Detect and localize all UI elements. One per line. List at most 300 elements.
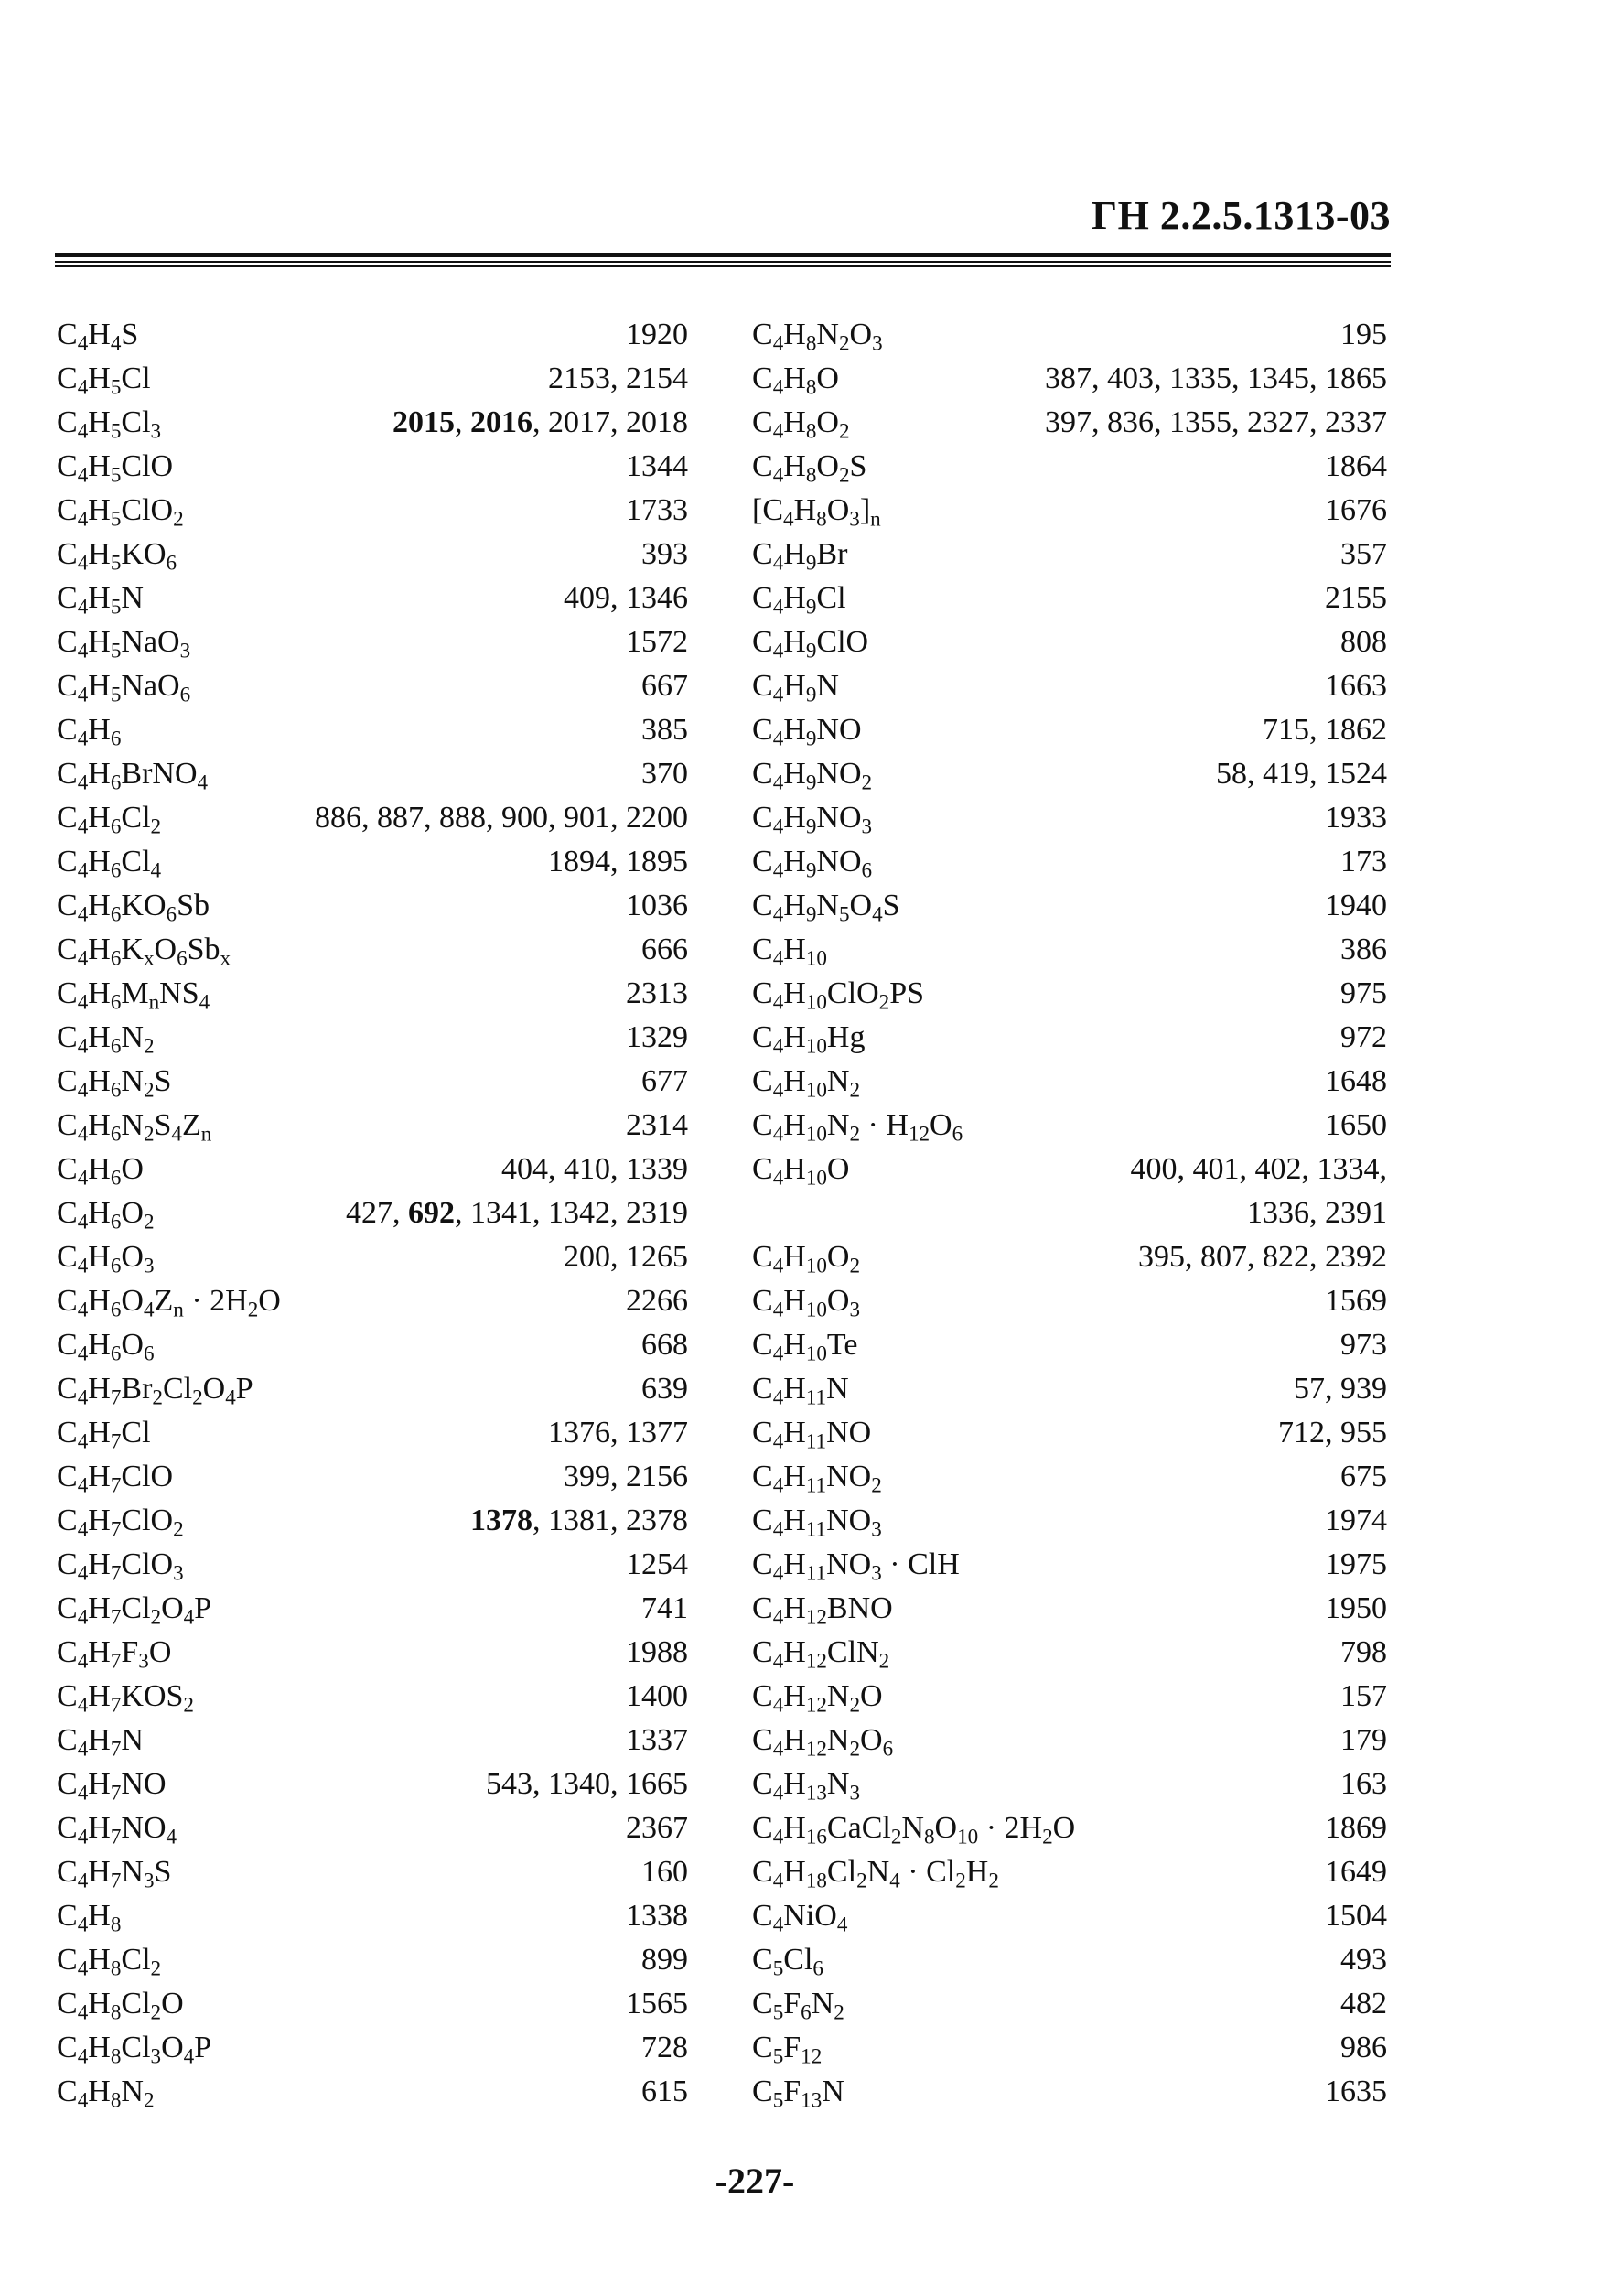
index-entry xyxy=(752,840,1387,884)
page-reference: 2156 xyxy=(626,1460,688,1493)
chemical-formula: $C_4H_{10}$ xyxy=(752,932,827,971)
chemical-formula: $C_4H_{10}O_3$ xyxy=(752,1284,861,1322)
chemical-formula: $[C_4H_8O_3]_n$ xyxy=(752,493,881,532)
page-references xyxy=(1340,972,1387,1016)
page-reference: 1340 xyxy=(548,1767,610,1801)
page-reference: 400 xyxy=(1130,1152,1178,1186)
chemical-formula: $C_4H_6M_nNS_4$ xyxy=(57,976,210,1015)
page-references xyxy=(1325,1279,1387,1323)
chemical-formula: $C_4H_7ClO_3$ xyxy=(57,1547,184,1586)
chemical-formula: $C_4H_6BrNO_4$ xyxy=(57,757,209,795)
chemical-formula: $C_4H_8N_2O_3$ xyxy=(752,318,883,356)
page-references xyxy=(626,620,688,664)
page-references xyxy=(641,1938,688,1982)
page-reference: 160 xyxy=(641,1855,688,1889)
page-references xyxy=(1325,1104,1387,1148)
page-reference: 675 xyxy=(1340,1460,1387,1493)
index-entry xyxy=(57,313,688,357)
page-references xyxy=(1340,840,1387,884)
chemical-formula: $C_4H_8O$ xyxy=(752,361,839,400)
page-reference: 200 xyxy=(564,1240,610,1274)
chemical-formula: $C_4H_{13}N_3$ xyxy=(752,1767,861,1805)
chemical-formula: $C_5Cl_6$ xyxy=(752,1943,823,1981)
chemical-formula: $C_4H_{10}N_2$ xyxy=(752,1064,861,1103)
page-references: 712, 955 xyxy=(1278,1416,1387,1450)
page-reference: 677 xyxy=(641,1064,688,1098)
page-reference: 1381 xyxy=(548,1504,610,1537)
chemical-formula: $C_4H_5NaO_6$ xyxy=(57,669,191,707)
page-reference: 939 xyxy=(1340,1372,1387,1406)
index-entry xyxy=(57,1982,688,2026)
index-entry xyxy=(57,533,688,577)
page-reference: 409 xyxy=(564,581,610,615)
index-entry xyxy=(57,1806,688,1850)
page-references xyxy=(1325,1850,1387,1894)
chemical-formula: $C_4H_7Cl_2O_4P$ xyxy=(57,1591,212,1630)
index-entry xyxy=(57,2070,688,2114)
page-reference: 399 xyxy=(564,1460,610,1493)
index-entry xyxy=(752,928,1387,972)
page-reference: 427 xyxy=(346,1196,393,1230)
chemical-formula: $C_4H_9NO_3$ xyxy=(752,801,873,839)
page-reference: 2391 xyxy=(1325,1196,1387,1230)
index-entry xyxy=(57,1894,688,1938)
page-reference: 58 xyxy=(1216,757,1247,791)
page-reference: 1329 xyxy=(626,1020,688,1054)
page-reference: 692 xyxy=(408,1196,455,1230)
chemical-formula: $C_4H_5ClO_2$ xyxy=(57,493,184,532)
formula-index-right-column xyxy=(752,313,1387,2114)
index-entry xyxy=(752,1675,1387,1719)
page-reference: 1569 xyxy=(1325,1284,1387,1318)
chemical-formula: $C_4H_{10}Hg$ xyxy=(752,1020,866,1059)
chemical-formula: $C_4H_6K_xO_6Sb_x$ xyxy=(57,932,231,971)
page-reference: 986 xyxy=(1340,2031,1387,2064)
page-references xyxy=(626,1279,688,1323)
page-references xyxy=(641,708,688,752)
index-entry xyxy=(752,1191,1387,1235)
page-reference: 393 xyxy=(641,537,688,571)
page-reference: 1400 xyxy=(626,1679,688,1713)
page-references xyxy=(641,1587,688,1631)
index-entry xyxy=(752,1762,1387,1806)
page-reference: 493 xyxy=(1340,1943,1387,1977)
page-reference: 1337 xyxy=(626,1723,688,1757)
page-reference: 387 xyxy=(1045,361,1092,395)
chemical-formula: $C_4H_8Cl_3O_4P$ xyxy=(57,2031,212,2069)
chemical-formula: $C_4H_6N_2S_4Z_n$ xyxy=(57,1108,212,1147)
index-entry xyxy=(752,1323,1387,1367)
page-references xyxy=(1325,1894,1387,1938)
index-entry xyxy=(752,577,1387,620)
chemical-formula: $C_4H_9NO_6$ xyxy=(752,845,873,883)
index-entry xyxy=(752,972,1387,1016)
chemical-formula: $C_4NiO_4$ xyxy=(752,1899,848,1937)
chemical-formula: $C_4H_7ClO$ xyxy=(57,1460,174,1498)
page-references: 1376, 1377 xyxy=(548,1416,688,1450)
page-references: 409, 1346 xyxy=(564,581,688,615)
index-entry xyxy=(752,620,1387,664)
page-references: 400, 401, 402, 1334, xyxy=(1130,1152,1387,1186)
page-reference: 1635 xyxy=(1325,2075,1387,2108)
index-entry xyxy=(57,445,688,489)
page-reference: 1572 xyxy=(626,625,688,659)
page-reference: 615 xyxy=(641,2075,688,2108)
page-references: 715, 1862 xyxy=(1263,713,1387,747)
page-reference: 1940 xyxy=(1325,889,1387,922)
page-reference: 2367 xyxy=(626,1811,688,1845)
page-references xyxy=(1340,1719,1387,1762)
page-reference: 1254 xyxy=(626,1547,688,1581)
page-references xyxy=(1340,1675,1387,1719)
page-reference: 402 xyxy=(1254,1152,1302,1186)
page-references xyxy=(1340,1762,1387,1806)
page-references xyxy=(1340,1631,1387,1675)
chemical-formula: $C_4H_7NO_4$ xyxy=(57,1811,177,1849)
page-references xyxy=(626,972,688,1016)
page-reference: 1524 xyxy=(1325,757,1387,791)
page-reference: 1663 xyxy=(1325,669,1387,703)
index-entry xyxy=(57,1016,688,1060)
index-entry xyxy=(752,1279,1387,1323)
page-reference: 901 xyxy=(564,801,610,835)
chemical-formula: $C_4H_5Cl_3$ xyxy=(57,405,162,444)
page-reference: 1346 xyxy=(626,581,688,615)
page-reference: 370 xyxy=(641,757,688,791)
page-reference: 404 xyxy=(501,1152,548,1186)
index-entry xyxy=(57,972,688,1016)
index-entry xyxy=(752,313,1387,357)
index-entry xyxy=(57,489,688,533)
page-references: 200, 1265 xyxy=(564,1240,688,1274)
index-entry xyxy=(752,884,1387,928)
page-reference: 836 xyxy=(1107,405,1154,439)
index-entry xyxy=(57,796,688,840)
index-entry xyxy=(57,1631,688,1675)
page-references xyxy=(641,1323,688,1367)
page-references xyxy=(641,1367,688,1411)
page-reference: 1378 xyxy=(470,1504,532,1537)
page-reference: 2017 xyxy=(548,405,610,439)
index-entry xyxy=(57,1455,688,1499)
chemical-formula: $C_4H_5ClO$ xyxy=(57,449,174,488)
page-number: -227- xyxy=(715,2161,795,2202)
index-entry xyxy=(57,1850,688,1894)
page-reference: 900 xyxy=(501,801,548,835)
chemical-formula: $C_4H_6O_6$ xyxy=(57,1328,155,1366)
header-rule-thin-lower xyxy=(55,265,1391,267)
chemical-formula: $C_4H_9N_5O_4S$ xyxy=(752,889,900,927)
document-header-code: ГН 2.2.5.1313-03 xyxy=(1092,193,1391,238)
page-references xyxy=(626,1719,688,1762)
page-reference: 1355 xyxy=(1169,405,1231,439)
page-references xyxy=(641,2026,688,2070)
page-references xyxy=(626,1104,688,1148)
chemical-formula: $C_4H_9NO_2$ xyxy=(752,757,873,795)
page-references xyxy=(626,884,688,928)
index-entry xyxy=(752,1982,1387,2026)
chemical-formula: $C_4H_{11}N$ xyxy=(752,1372,849,1410)
page-references: 427, 692, 1341, 1342, 2319 xyxy=(346,1196,688,1230)
page-references xyxy=(641,752,688,796)
chemical-formula: $C_4H_{11}NO$ xyxy=(752,1416,872,1454)
index-entry xyxy=(752,752,1387,796)
chemical-formula: $C_4H_6N_2$ xyxy=(57,1020,155,1059)
page-references xyxy=(626,1016,688,1060)
page-reference: 2313 xyxy=(626,976,688,1010)
page-reference: 1920 xyxy=(626,318,688,351)
page-reference: 1665 xyxy=(626,1767,688,1801)
index-entry xyxy=(752,1631,1387,1675)
page-reference: 1862 xyxy=(1325,713,1387,747)
chemical-formula: $C_4H_7ClO_2$ xyxy=(57,1504,184,1542)
index-entry xyxy=(752,1367,1387,1411)
chemical-formula: $C_4H_8Cl_2O$ xyxy=(57,1987,184,2025)
page-reference: 712 xyxy=(1278,1416,1325,1450)
chemical-formula: $C_4H_8Cl_2$ xyxy=(57,1943,162,1981)
chemical-formula: $C_4H_5Cl$ xyxy=(57,361,151,400)
index-entry xyxy=(752,1499,1387,1543)
page-references: 1378, 1381, 2378 xyxy=(470,1504,688,1537)
index-entry xyxy=(57,1279,688,1323)
page-reference: 2319 xyxy=(626,1196,688,1230)
page-reference: 2392 xyxy=(1325,1240,1387,1274)
page-references xyxy=(626,445,688,489)
chemical-formula: $C_4H_8O_2S$ xyxy=(752,449,867,488)
page-reference: 163 xyxy=(1340,1767,1387,1801)
index-entry xyxy=(57,884,688,928)
index-entry xyxy=(752,1894,1387,1938)
header-rule-thick xyxy=(55,253,1391,257)
page-references xyxy=(626,1894,688,1938)
page-reference: 173 xyxy=(1340,845,1387,878)
page-reference: 887 xyxy=(377,801,424,835)
page-reference: 1036 xyxy=(626,889,688,922)
index-entry xyxy=(57,664,688,708)
chemical-formula: $C_4H_8$ xyxy=(57,1899,122,1937)
page-reference: 2155 xyxy=(1325,581,1387,615)
chemical-formula: $C_4H_6KO_6Sb$ xyxy=(57,889,210,927)
page-reference: 667 xyxy=(641,669,688,703)
page-reference: 1649 xyxy=(1325,1855,1387,1889)
page-reference: 1864 xyxy=(1325,449,1387,483)
index-entry xyxy=(57,1060,688,1104)
page-references xyxy=(1340,1016,1387,1060)
page-reference: 955 xyxy=(1340,1416,1387,1450)
page-references xyxy=(1325,1587,1387,1631)
chemical-formula: $C_4H_7N_3S$ xyxy=(57,1855,172,1893)
chemical-formula: $C_4H_9NO$ xyxy=(752,713,862,751)
chemical-formula: $C_4H_{12}ClN_2$ xyxy=(752,1635,890,1674)
index-entry xyxy=(752,1148,1387,1191)
page-references xyxy=(1325,489,1387,533)
chemical-formula: $C_4H_8N_2$ xyxy=(57,2075,155,2113)
page-references xyxy=(1325,1543,1387,1587)
page-reference: 899 xyxy=(641,1943,688,1977)
page-reference: 543 xyxy=(486,1767,532,1801)
page-references: 2153, 2154 xyxy=(548,361,688,395)
page-references xyxy=(1325,445,1387,489)
page-reference: 975 xyxy=(1340,976,1387,1010)
index-entry xyxy=(57,1235,688,1279)
page-reference: 395 xyxy=(1138,1240,1185,1274)
chemical-formula: $C_4H_5NaO_3$ xyxy=(57,625,191,663)
index-entry xyxy=(57,620,688,664)
page-references xyxy=(626,489,688,533)
page-references xyxy=(641,928,688,972)
page-references: 2015, 2016, 2017, 2018 xyxy=(393,405,688,439)
chemical-formula: $C_4H_9N$ xyxy=(752,669,839,707)
page-reference: 888 xyxy=(439,801,486,835)
page-references xyxy=(1340,1455,1387,1499)
index-entry xyxy=(752,1104,1387,1148)
page-reference: 1974 xyxy=(1325,1504,1387,1537)
page-reference: 2200 xyxy=(626,801,688,835)
page-reference: 1676 xyxy=(1325,493,1387,527)
page-reference: 822 xyxy=(1263,1240,1309,1274)
index-entry xyxy=(57,1762,688,1806)
chemical-formula: $C_4H_7KOS_2$ xyxy=(57,1679,194,1718)
header-rule-thin xyxy=(55,261,1391,263)
page-reference: 386 xyxy=(1340,932,1387,966)
page-reference: 410 xyxy=(564,1152,610,1186)
chemical-formula: $C_4H_6O_2$ xyxy=(57,1196,155,1234)
chemical-formula: $C_4H_{12}N_2O$ xyxy=(752,1679,883,1718)
chemical-formula: $C_4H_5N$ xyxy=(57,581,144,620)
page-reference: 1895 xyxy=(626,845,688,878)
index-entry xyxy=(752,708,1387,752)
index-entry xyxy=(752,2026,1387,2070)
chemical-formula: $C_4H_{10}N_2 \cdot H_{12}O_6$ xyxy=(752,1108,963,1147)
page-reference: 1894 xyxy=(548,845,610,878)
page-reference: 1504 xyxy=(1325,1899,1387,1933)
chemical-formula: $C_4H_5KO_6$ xyxy=(57,537,177,576)
page-reference: 2154 xyxy=(626,361,688,395)
index-entry xyxy=(57,1543,688,1587)
page-reference: 666 xyxy=(641,932,688,966)
page-references xyxy=(641,1850,688,1894)
index-entry xyxy=(57,928,688,972)
page-references: 886, 887, 888, 900, 901, 2200 xyxy=(315,801,688,835)
index-entry xyxy=(752,1060,1387,1104)
page-reference: 1344 xyxy=(626,449,688,483)
page-reference: 798 xyxy=(1340,1635,1387,1669)
page-reference: 357 xyxy=(1340,537,1387,571)
page-reference: 972 xyxy=(1340,1020,1387,1054)
index-entry xyxy=(752,1806,1387,1850)
page-references xyxy=(626,1806,688,1850)
chemical-formula: $C_4H_{18}Cl_2N_4 \cdot Cl_2H_2$ xyxy=(752,1855,999,1893)
index-entry xyxy=(57,1938,688,1982)
page-references: 57, 939 xyxy=(1294,1372,1387,1406)
chemical-formula: $C_5F_{12}$ xyxy=(752,2031,823,2069)
page-reference: 639 xyxy=(641,1372,688,1406)
page-references: 58, 419, 1524 xyxy=(1216,757,1387,791)
page-references: 399, 2156 xyxy=(564,1460,688,1493)
page-reference: 1339 xyxy=(626,1152,688,1186)
page-reference: 1265 xyxy=(626,1240,688,1274)
page-reference: 741 xyxy=(641,1591,688,1625)
page-references xyxy=(641,533,688,577)
index-entry xyxy=(57,2026,688,2070)
page-reference: 1865 xyxy=(1325,361,1387,395)
page-references xyxy=(641,664,688,708)
page-references xyxy=(626,313,688,357)
index-entry xyxy=(752,1587,1387,1631)
page-reference: 715 xyxy=(1263,713,1309,747)
chemical-formula: $C_4H_6O$ xyxy=(57,1152,144,1191)
page-reference: 1377 xyxy=(626,1416,688,1450)
chemical-formula: $C_4H_9Br$ xyxy=(752,537,848,576)
chemical-formula: $C_4H_{12}BNO$ xyxy=(752,1591,893,1630)
page-reference: 1376 xyxy=(548,1416,610,1450)
formula-index-left-column xyxy=(57,313,688,2114)
chemical-formula: $C_4H_{11}NO_3$ · ClH xyxy=(752,1547,960,1586)
chemical-formula: $C_4H_9Cl$ xyxy=(752,581,846,620)
page-reference: 2327 xyxy=(1247,405,1309,439)
chemical-formula: $C_4H_8O_2$ xyxy=(752,405,850,444)
page-references xyxy=(1325,884,1387,928)
index-entry xyxy=(57,1148,688,1191)
page-reference: 385 xyxy=(641,713,688,747)
page-reference: 2337 xyxy=(1325,405,1387,439)
page-reference: 728 xyxy=(641,2031,688,2064)
page-reference: 886 xyxy=(315,801,361,835)
index-entry xyxy=(57,577,688,620)
chemical-formula: $C_4H_{16}CaCl_2N_8O_{10} \cdot 2H_2O$ xyxy=(752,1811,1076,1849)
page-references: 387, 403, 1335, 1345, 1865 xyxy=(1045,361,1387,395)
chemical-formula: $C_4H_6O_4Z_n \cdot 2H_2O$ xyxy=(57,1284,281,1322)
index-entry xyxy=(752,357,1387,401)
page-references xyxy=(1340,533,1387,577)
index-entry xyxy=(752,664,1387,708)
page-references xyxy=(1340,1323,1387,1367)
index-entry xyxy=(752,1850,1387,1894)
chemical-formula: $C_4H_6$ xyxy=(57,713,122,751)
page-reference: 2314 xyxy=(626,1108,688,1142)
index-entry xyxy=(57,357,688,401)
index-entry xyxy=(57,1499,688,1543)
chemical-formula: $C_4H_{11}NO_2$ xyxy=(752,1460,882,1498)
index-entry xyxy=(57,1411,688,1455)
index-entry xyxy=(752,1543,1387,1587)
chemical-formula: $C_4H_6N_2S$ xyxy=(57,1064,172,1103)
page-references: 543, 1340, 1665 xyxy=(486,1767,688,1801)
page-reference: 1341 xyxy=(470,1196,532,1230)
page-reference: 1336 xyxy=(1247,1196,1309,1230)
index-entry xyxy=(752,489,1387,533)
index-entry xyxy=(752,1719,1387,1762)
page-reference: 397 xyxy=(1045,405,1092,439)
index-entry xyxy=(57,401,688,445)
index-entry xyxy=(752,401,1387,445)
index-entry xyxy=(752,1411,1387,1455)
page-references xyxy=(1325,796,1387,840)
page-reference: 1342 xyxy=(548,1196,610,1230)
chemical-formula: $C_4H_{12}N_2O_6$ xyxy=(752,1723,894,1762)
chemical-formula: $C_4H_7NO$ xyxy=(57,1767,167,1805)
page-reference: 419 xyxy=(1263,757,1309,791)
index-entry xyxy=(57,1104,688,1148)
page-reference: 1733 xyxy=(626,493,688,527)
page-references xyxy=(1340,313,1387,357)
chemical-formula: $C_5F_6N_2$ xyxy=(752,1987,844,2025)
index-entry xyxy=(752,1938,1387,1982)
page-references xyxy=(1325,664,1387,708)
page-reference: 179 xyxy=(1340,1723,1387,1757)
page-reference: 2018 xyxy=(626,405,688,439)
chemical-formula: $C_4H_7F_3O$ xyxy=(57,1635,172,1674)
